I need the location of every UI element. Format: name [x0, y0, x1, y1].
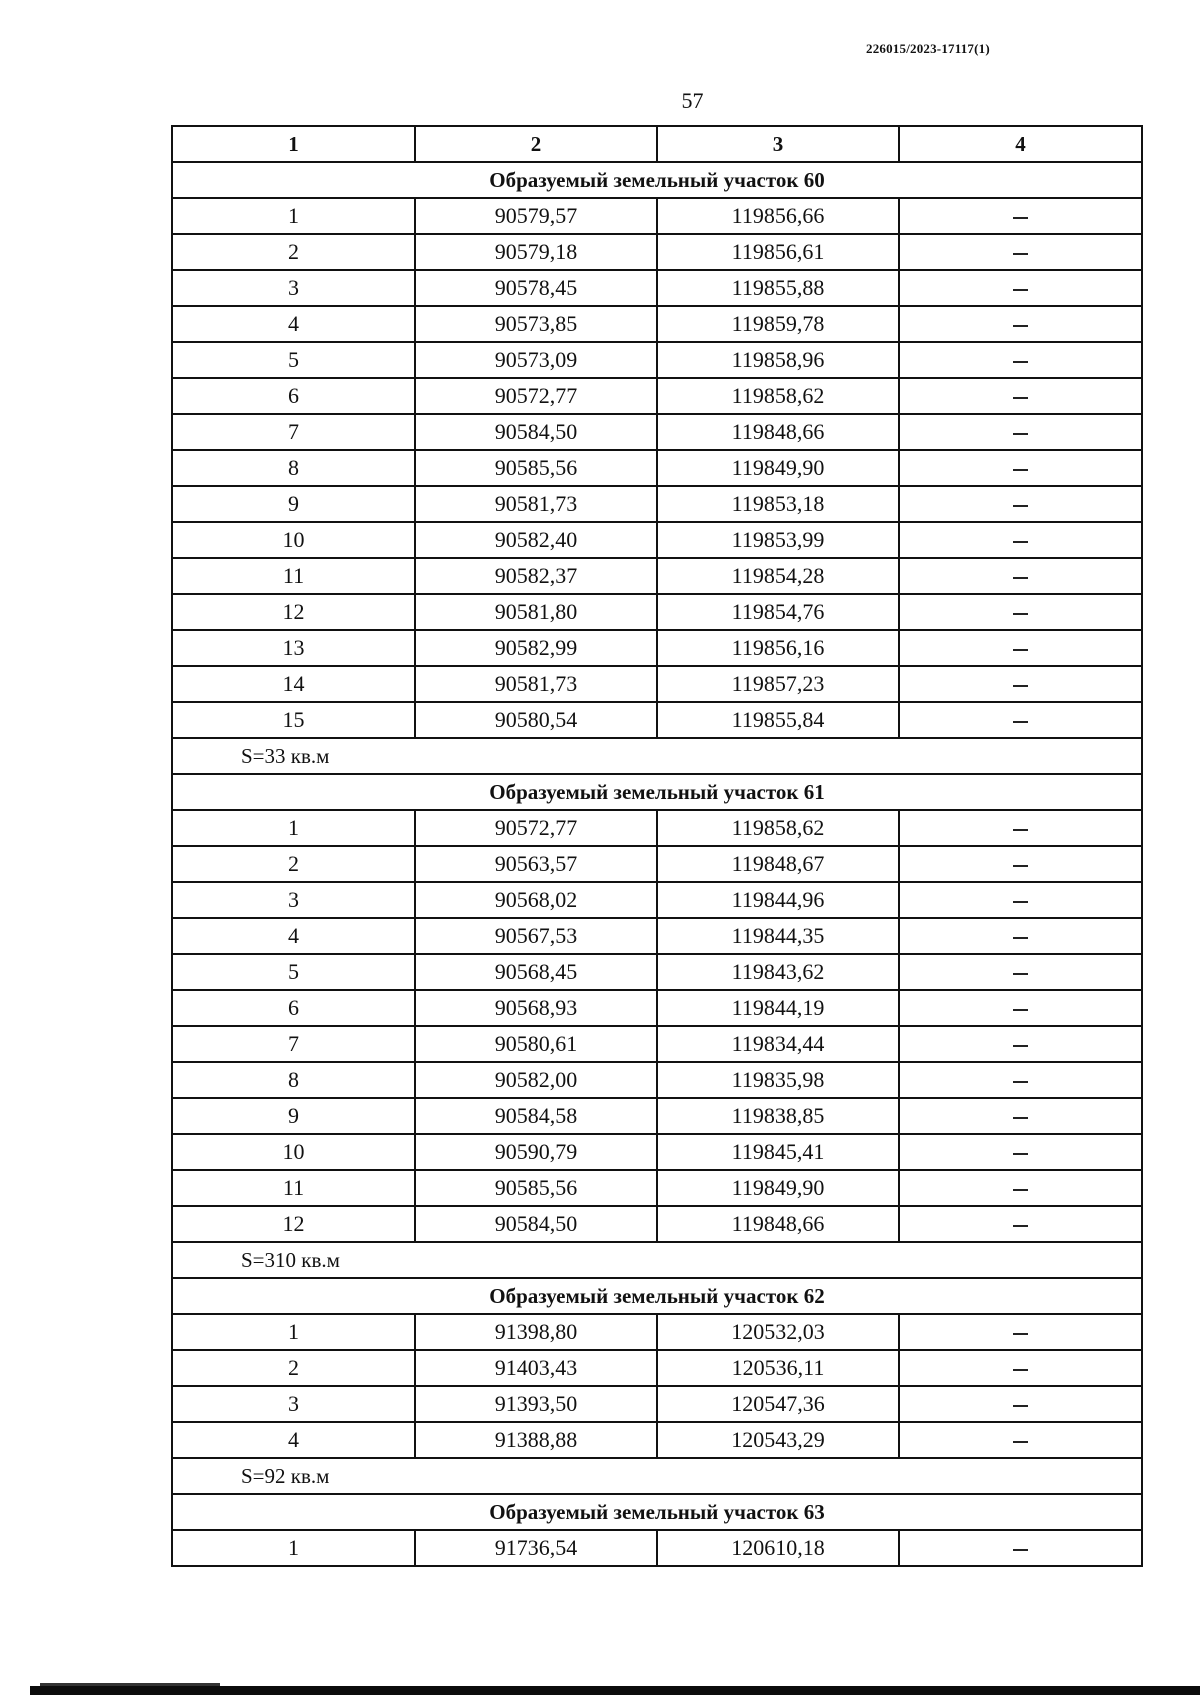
dash-mark — [1013, 829, 1028, 831]
y-coordinate-cell: 119849,90 — [657, 450, 899, 486]
scan-edge — [30, 1686, 1200, 1695]
point-number-cell: 2 — [172, 1350, 415, 1386]
y-coordinate-cell: 119856,16 — [657, 630, 899, 666]
y-coordinate-cell: 120536,11 — [657, 1350, 899, 1386]
table-header — [172, 126, 1142, 162]
x-coordinate-cell: 90581,80 — [415, 594, 657, 630]
point-number-cell: 9 — [172, 486, 415, 522]
x-coordinate-cell: 91393,50 — [415, 1386, 657, 1422]
y-coordinate-cell: 119858,96 — [657, 342, 899, 378]
dash-mark — [1013, 253, 1028, 255]
point-number-cell: 10 — [172, 522, 415, 558]
point-number-cell: 4 — [172, 306, 415, 342]
dash-mark — [1013, 937, 1028, 939]
point-number-cell: 14 — [172, 666, 415, 702]
table-row — [172, 558, 1142, 594]
area-value: S=33 кв.м — [172, 738, 1142, 774]
table-row — [172, 1530, 1142, 1566]
table-row — [172, 702, 1142, 738]
point-number-cell: 9 — [172, 1098, 415, 1134]
dash-mark — [1013, 577, 1028, 579]
dash-mark — [1013, 685, 1028, 687]
table-row — [172, 630, 1142, 666]
y-coordinate-cell: 119853,99 — [657, 522, 899, 558]
x-coordinate-cell: 90580,61 — [415, 1026, 657, 1062]
table-row — [172, 1386, 1142, 1422]
table-body — [172, 162, 1142, 1566]
y-coordinate-cell: 119858,62 — [657, 810, 899, 846]
y-coordinate-cell: 119848,66 — [657, 414, 899, 450]
y-coordinate-cell: 119845,41 — [657, 1134, 899, 1170]
empty-value-dash — [899, 522, 1142, 558]
dash-mark — [1013, 721, 1028, 723]
coordinates-table-container — [171, 125, 1141, 1567]
x-coordinate-cell: 90580,54 — [415, 702, 657, 738]
y-coordinate-cell: 119853,18 — [657, 486, 899, 522]
column-header-1: 1 — [172, 126, 415, 162]
empty-value-dash — [899, 918, 1142, 954]
y-coordinate-cell: 119835,98 — [657, 1062, 899, 1098]
empty-value-dash — [899, 1350, 1142, 1386]
dash-mark — [1013, 901, 1028, 903]
x-coordinate-cell: 90585,56 — [415, 1170, 657, 1206]
empty-value-dash — [899, 1170, 1142, 1206]
y-coordinate-cell: 120547,36 — [657, 1386, 899, 1422]
table-row — [172, 1314, 1142, 1350]
point-number-cell: 7 — [172, 1026, 415, 1062]
table-row — [172, 234, 1142, 270]
x-coordinate-cell: 90563,57 — [415, 846, 657, 882]
table-row — [172, 450, 1142, 486]
area-row — [172, 1458, 1142, 1494]
table-row — [172, 306, 1142, 342]
section-title-row — [172, 162, 1142, 198]
y-coordinate-cell: 119854,28 — [657, 558, 899, 594]
empty-value-dash — [899, 702, 1142, 738]
section-title-row — [172, 1494, 1142, 1530]
area-value: S=310 кв.м — [172, 1242, 1142, 1278]
x-coordinate-cell: 90568,45 — [415, 954, 657, 990]
section-title: Образуемый земельный участок 61 — [172, 774, 1142, 810]
x-coordinate-cell: 90582,99 — [415, 630, 657, 666]
empty-value-dash — [899, 342, 1142, 378]
point-number-cell: 8 — [172, 450, 415, 486]
empty-value-dash — [899, 306, 1142, 342]
section-title-row — [172, 1278, 1142, 1314]
table-row — [172, 198, 1142, 234]
dash-mark — [1013, 865, 1028, 867]
table-row — [172, 486, 1142, 522]
point-number-cell: 13 — [172, 630, 415, 666]
dash-mark — [1013, 1441, 1028, 1443]
x-coordinate-cell: 90567,53 — [415, 918, 657, 954]
x-coordinate-cell: 90582,00 — [415, 1062, 657, 1098]
dash-mark — [1013, 1189, 1028, 1191]
empty-value-dash — [899, 1386, 1142, 1422]
point-number-cell: 3 — [172, 882, 415, 918]
dash-mark — [1013, 217, 1028, 219]
coordinates-table — [171, 125, 1143, 1567]
x-coordinate-cell: 90582,40 — [415, 522, 657, 558]
empty-value-dash — [899, 882, 1142, 918]
x-coordinate-cell: 90579,18 — [415, 234, 657, 270]
y-coordinate-cell: 119858,62 — [657, 378, 899, 414]
y-coordinate-cell: 119856,61 — [657, 234, 899, 270]
table-row — [172, 1134, 1142, 1170]
y-coordinate-cell: 119859,78 — [657, 306, 899, 342]
dash-mark — [1013, 1225, 1028, 1227]
y-coordinate-cell: 119843,62 — [657, 954, 899, 990]
empty-value-dash — [899, 666, 1142, 702]
empty-value-dash — [899, 558, 1142, 594]
point-number-cell: 5 — [172, 342, 415, 378]
table-row — [172, 990, 1142, 1026]
table-row — [172, 414, 1142, 450]
document-number: 226015/2023-17117(1) — [866, 41, 990, 56]
point-number-cell: 12 — [172, 1206, 415, 1242]
point-number-cell: 1 — [172, 810, 415, 846]
y-coordinate-cell: 119844,96 — [657, 882, 899, 918]
area-row — [172, 1242, 1142, 1278]
x-coordinate-cell: 90584,50 — [415, 414, 657, 450]
table-row — [172, 378, 1142, 414]
point-number-cell: 3 — [172, 1386, 415, 1422]
x-coordinate-cell: 90590,79 — [415, 1134, 657, 1170]
y-coordinate-cell: 120543,29 — [657, 1422, 899, 1458]
dash-mark — [1013, 1081, 1028, 1083]
x-coordinate-cell: 90581,73 — [415, 486, 657, 522]
point-number-cell: 4 — [172, 918, 415, 954]
empty-value-dash — [899, 1314, 1142, 1350]
table-row — [172, 918, 1142, 954]
section-title-row — [172, 774, 1142, 810]
table-row — [172, 666, 1142, 702]
table-row — [172, 846, 1142, 882]
y-coordinate-cell: 119856,66 — [657, 198, 899, 234]
y-coordinate-cell: 119849,90 — [657, 1170, 899, 1206]
dash-mark — [1013, 1369, 1028, 1371]
dash-mark — [1013, 397, 1028, 399]
dash-mark — [1013, 469, 1028, 471]
table-row — [172, 594, 1142, 630]
x-coordinate-cell: 90579,57 — [415, 198, 657, 234]
point-number-cell: 1 — [172, 198, 415, 234]
dash-mark — [1013, 649, 1028, 651]
point-number-cell: 2 — [172, 846, 415, 882]
x-coordinate-cell: 90568,93 — [415, 990, 657, 1026]
dash-mark — [1013, 505, 1028, 507]
empty-value-dash — [899, 810, 1142, 846]
table-row — [172, 1098, 1142, 1134]
point-number-cell: 6 — [172, 990, 415, 1026]
x-coordinate-cell: 90578,45 — [415, 270, 657, 306]
x-coordinate-cell: 90585,56 — [415, 450, 657, 486]
point-number-cell: 12 — [172, 594, 415, 630]
dash-mark — [1013, 1405, 1028, 1407]
dash-mark — [1013, 433, 1028, 435]
dash-mark — [1013, 973, 1028, 975]
table-row — [172, 810, 1142, 846]
page-number: 57 — [681, 88, 704, 113]
empty-value-dash — [899, 1026, 1142, 1062]
empty-value-dash — [899, 954, 1142, 990]
section-title: Образуемый земельный участок 62 — [172, 1278, 1142, 1314]
y-coordinate-cell: 119844,19 — [657, 990, 899, 1026]
empty-value-dash — [899, 1422, 1142, 1458]
x-coordinate-cell: 90584,50 — [415, 1206, 657, 1242]
x-coordinate-cell: 91736,54 — [415, 1530, 657, 1566]
x-coordinate-cell: 91398,80 — [415, 1314, 657, 1350]
section-title: Образуемый земельный участок 63 — [172, 1494, 1142, 1530]
dash-mark — [1013, 1045, 1028, 1047]
empty-value-dash — [899, 846, 1142, 882]
x-coordinate-cell: 90573,85 — [415, 306, 657, 342]
dash-mark — [1013, 1009, 1028, 1011]
empty-value-dash — [899, 1206, 1142, 1242]
table-row — [172, 1062, 1142, 1098]
x-coordinate-cell: 91403,43 — [415, 1350, 657, 1386]
dash-mark — [1013, 1333, 1028, 1335]
area-value: S=92 кв.м — [172, 1458, 1142, 1494]
x-coordinate-cell: 90572,77 — [415, 378, 657, 414]
empty-value-dash — [899, 1134, 1142, 1170]
empty-value-dash — [899, 198, 1142, 234]
dash-mark — [1013, 541, 1028, 543]
point-number-cell: 8 — [172, 1062, 415, 1098]
dash-mark — [1013, 289, 1028, 291]
x-coordinate-cell: 90584,58 — [415, 1098, 657, 1134]
x-coordinate-cell: 90572,77 — [415, 810, 657, 846]
x-coordinate-cell: 90568,02 — [415, 882, 657, 918]
area-row — [172, 738, 1142, 774]
empty-value-dash — [899, 594, 1142, 630]
dash-mark — [1013, 1549, 1028, 1551]
point-number-cell: 5 — [172, 954, 415, 990]
table-row — [172, 522, 1142, 558]
table-row — [172, 882, 1142, 918]
point-number-cell: 6 — [172, 378, 415, 414]
dash-mark — [1013, 325, 1028, 327]
empty-value-dash — [899, 414, 1142, 450]
x-coordinate-cell: 91388,88 — [415, 1422, 657, 1458]
dash-mark — [1013, 613, 1028, 615]
section-title: Образуемый земельный участок 60 — [172, 162, 1142, 198]
empty-value-dash — [899, 270, 1142, 306]
table-row — [172, 1206, 1142, 1242]
empty-value-dash — [899, 378, 1142, 414]
table-row — [172, 1026, 1142, 1062]
point-number-cell: 1 — [172, 1314, 415, 1350]
table-header-row — [172, 126, 1142, 162]
point-number-cell: 2 — [172, 234, 415, 270]
y-coordinate-cell: 119838,85 — [657, 1098, 899, 1134]
y-coordinate-cell: 119854,76 — [657, 594, 899, 630]
dash-mark — [1013, 361, 1028, 363]
y-coordinate-cell: 119848,67 — [657, 846, 899, 882]
x-coordinate-cell: 90573,09 — [415, 342, 657, 378]
point-number-cell: 15 — [172, 702, 415, 738]
x-coordinate-cell: 90581,73 — [415, 666, 657, 702]
empty-value-dash — [899, 234, 1142, 270]
dash-mark — [1013, 1153, 1028, 1155]
point-number-cell: 11 — [172, 1170, 415, 1206]
empty-value-dash — [899, 1062, 1142, 1098]
y-coordinate-cell: 120610,18 — [657, 1530, 899, 1566]
y-coordinate-cell: 119834,44 — [657, 1026, 899, 1062]
column-header-3: 3 — [657, 126, 899, 162]
table-row — [172, 270, 1142, 306]
dash-mark — [1013, 1117, 1028, 1119]
table-row — [172, 1170, 1142, 1206]
empty-value-dash — [899, 990, 1142, 1026]
point-number-cell: 10 — [172, 1134, 415, 1170]
table-row — [172, 1422, 1142, 1458]
x-coordinate-cell: 90582,37 — [415, 558, 657, 594]
empty-value-dash — [899, 1530, 1142, 1566]
y-coordinate-cell: 120532,03 — [657, 1314, 899, 1350]
table-row — [172, 1350, 1142, 1386]
point-number-cell: 1 — [172, 1530, 415, 1566]
column-header-2: 2 — [415, 126, 657, 162]
point-number-cell: 11 — [172, 558, 415, 594]
point-number-cell: 4 — [172, 1422, 415, 1458]
point-number-cell: 3 — [172, 270, 415, 306]
empty-value-dash — [899, 450, 1142, 486]
table-row — [172, 954, 1142, 990]
y-coordinate-cell: 119844,35 — [657, 918, 899, 954]
y-coordinate-cell: 119857,23 — [657, 666, 899, 702]
empty-value-dash — [899, 486, 1142, 522]
y-coordinate-cell: 119855,88 — [657, 270, 899, 306]
point-number-cell: 7 — [172, 414, 415, 450]
table-row — [172, 342, 1142, 378]
y-coordinate-cell: 119855,84 — [657, 702, 899, 738]
empty-value-dash — [899, 630, 1142, 666]
empty-value-dash — [899, 1098, 1142, 1134]
y-coordinate-cell: 119848,66 — [657, 1206, 899, 1242]
column-header-4: 4 — [899, 126, 1142, 162]
